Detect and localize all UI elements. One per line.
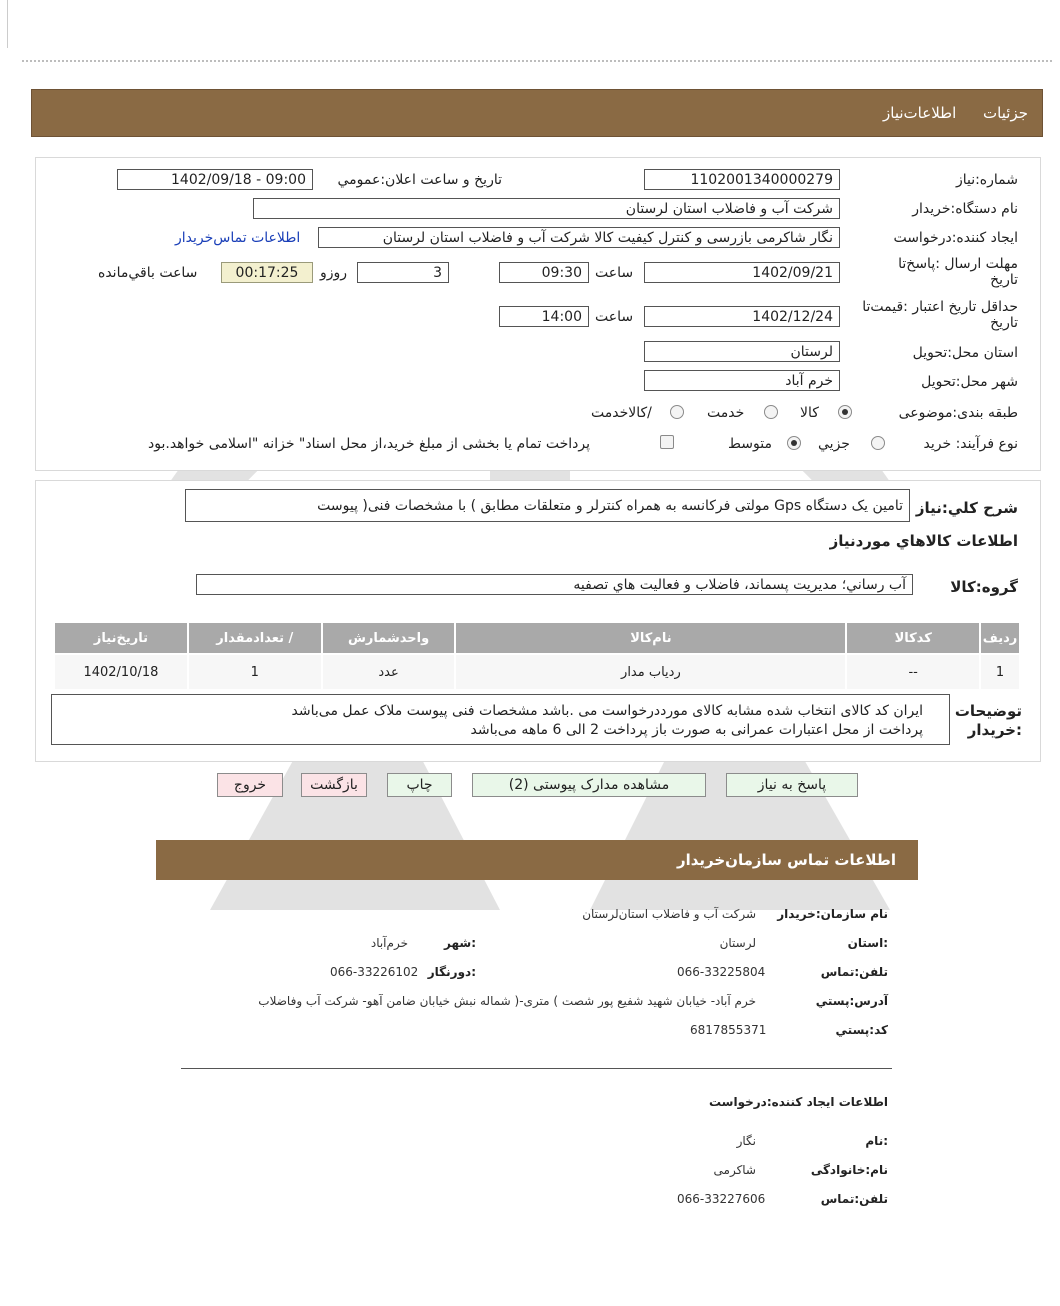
buyer-notes-line-1: ایران کد کالای انتخاب شده مشابه کالای مورددرخواست می .باشد مشخصات فنی پیوست ملاک عمل می‌باشد: [291, 703, 923, 719]
contact-fax-value: 066-33226102: [330, 965, 419, 979]
process-medium-label: متوسط: [728, 436, 772, 452]
process-minor-radio[interactable]: [871, 436, 885, 450]
cell-unit: عدد: [323, 655, 455, 689]
treasury-payment-label: پرداخت تمام یا بخشی از مبلغ خرید،از محل اسناد" خزانه "اسلامی خواهد.بود: [148, 436, 591, 452]
days-label: روزو: [320, 265, 348, 281]
buyer-contact-link[interactable]: اطلاعات تماس‌خریدار: [175, 230, 301, 246]
cell-quantity: 1: [189, 655, 321, 689]
city-field: خرم آباد: [644, 370, 840, 391]
creator-info-title: اطلاعات ایجاد کننده:درخواست: [708, 1095, 888, 1109]
contact-org-value: شرکت آب و فاضلاب استان‌لرستان: [582, 907, 756, 921]
validity-time-label: ساعت: [595, 309, 634, 325]
contact-city-value: خرم‌آباد: [370, 936, 408, 950]
province-field: لرستان: [644, 341, 840, 362]
contact-org-label: نام سازمان:خریدار: [777, 907, 888, 921]
goods-group-label: گروه:کالا: [950, 578, 1018, 596]
creator-name-value: نگار: [736, 1134, 756, 1148]
col-row: رديف: [981, 623, 1019, 653]
treasury-payment-checkbox[interactable]: [660, 435, 674, 449]
buyer-org-field: شرکت آب و فاضلاب استان لرستان: [253, 198, 840, 219]
col-code: کدکالا: [847, 623, 979, 653]
contact-postal-label: کد:پستي: [835, 1023, 888, 1037]
remaining-label: ساعت باقي‌مانده: [98, 265, 198, 281]
contact-address-label: آدرس:پستي: [815, 994, 888, 1008]
goods-info-title: اطلاعات کالاهاي موردنیاز: [829, 532, 1018, 550]
contact-province-value: لرستان: [719, 936, 756, 950]
back-button[interactable]: بازگشت: [301, 773, 367, 797]
contact-province-label: :استان: [847, 936, 888, 950]
creator-name-label: :نام: [865, 1134, 888, 1148]
col-unit: واحدشمارش: [323, 623, 455, 653]
deadline-time-label: ساعت: [595, 265, 634, 281]
min-validity-label: حداقل تاریخ اعتبار :قیمت‌تا تاریخ: [862, 299, 1018, 331]
reply-button[interactable]: پاسخ به نیاز: [726, 773, 858, 797]
city-label: شهر محل:تحویل: [921, 374, 1018, 390]
tab-details[interactable]: جزئیات: [983, 104, 1028, 122]
tab-need-info[interactable]: اطلاعات‌نیاز: [883, 104, 957, 122]
exit-button[interactable]: خروج: [217, 773, 283, 797]
creator-family-label: نام:خانوادگی: [810, 1163, 888, 1177]
goods-table-header: [55, 623, 1019, 653]
description-label: شرح کلي:نیاز: [915, 499, 1018, 517]
page-header-bar: [31, 89, 1043, 137]
dotted-separator: [22, 60, 1052, 62]
table-row: [55, 655, 1019, 689]
description-field: تامین یک دستگاه Gps مولتی فرکانسه به همراه کنترلر و متعلقات مطابق ) با مشخصات فنی( پیوست: [185, 489, 910, 522]
category-goods-service-label: /کالاخدمت: [591, 405, 652, 421]
cell-name: ردیاب مدار: [456, 655, 845, 689]
buyer-notes-field: [51, 694, 950, 745]
province-label: استان محل:تحویل: [912, 345, 1018, 361]
contact-postal-value: 6817855371: [690, 1023, 767, 1037]
category-goods-label: کالا: [800, 405, 819, 421]
cell-code: --: [847, 655, 979, 689]
creator-phone-value: 066-33227606: [677, 1192, 766, 1206]
col-date: تاریخ‌نیاز: [55, 623, 187, 653]
remaining-time-field: 00:17:25: [221, 262, 313, 283]
creator-label: ایجاد کننده:درخواست: [893, 230, 1018, 246]
contact-address-value: خرم آباد- خیابان شهید شفیع پور شصت ) متری-( شماله نبش خیابان ضامن آهو- شرکت آب وفاضلاب: [258, 994, 756, 1008]
creator-family-value: شاکرمی: [713, 1163, 756, 1177]
deadline-label: مهلت ارسال :پاسخ‌تا تاریخ: [898, 256, 1018, 288]
buyer-notes-label: توضیحات :خریدار: [954, 702, 1022, 739]
deadline-date-field: 1402/09/21: [644, 262, 840, 283]
category-service-radio[interactable]: [764, 405, 778, 419]
category-service-label: خدمت: [707, 405, 745, 421]
process-minor-label: جزيي: [818, 436, 850, 452]
col-quantity: / تعدادمقدار: [189, 623, 321, 653]
goods-table: [53, 621, 1021, 691]
goods-group-field: آب رساني؛ مديريت پسماند، فاضلاب و فعالیت هاي تصفیه: [196, 574, 913, 595]
contact-fax-label: :دورنگار: [427, 965, 476, 979]
cell-date: 1402/10/18: [55, 655, 187, 689]
process-type-label: نوع فرآیند: خرید: [923, 436, 1018, 452]
buyer-notes-line-2: پرداخت از محل اعتبارات عمرانی به صورت باز پرداخت 2 الی 6 ماهه می‌باشد: [470, 722, 923, 738]
need-number-field: 1102001340000279: [644, 169, 840, 190]
page-left-border: [7, 0, 8, 48]
category-goods-radio[interactable]: [838, 405, 852, 419]
view-attachments-button[interactable]: مشاهده مدارک پیوستی (2): [472, 773, 706, 797]
announce-date-field: 1402/09/18 - 09:00: [117, 169, 313, 190]
contact-phone-value: 066-33225804: [677, 965, 766, 979]
print-button[interactable]: چاپ: [387, 773, 452, 797]
deadline-time-field: 09:30: [499, 262, 589, 283]
creator-field: نگار شاکرمی بازرسی و کنترل کیفیت کالا شرکت آب و فاضلاب استان لرستان: [318, 227, 840, 248]
days-field: 3: [357, 262, 449, 283]
contact-city-label: :شهر: [444, 936, 476, 950]
validity-date-field: 1402/12/24: [644, 306, 840, 327]
buyer-org-label: نام دستگاه:خریدار: [912, 201, 1018, 217]
process-medium-radio[interactable]: [787, 436, 801, 450]
category-goods-service-radio[interactable]: [670, 405, 684, 419]
creator-phone-label: تلفن:تماس: [820, 1192, 888, 1206]
announce-date-label: تاریخ و ساعت اعلان:عمومي: [337, 172, 502, 188]
buyer-contact-header: [156, 840, 918, 880]
buyer-contact-title: اطلاعات تماس سازمان‌خریدار: [676, 851, 896, 869]
cell-row: 1: [981, 655, 1019, 689]
category-label: طبقه بندی:موضوعی: [898, 405, 1018, 421]
need-number-label: شماره:نیاز: [955, 172, 1018, 188]
col-name: نام‌کالا: [456, 623, 845, 653]
validity-time-field: 14:00: [499, 306, 589, 327]
contact-phone-label: تلفن:تماس: [820, 965, 888, 979]
contact-divider: [181, 1068, 892, 1069]
